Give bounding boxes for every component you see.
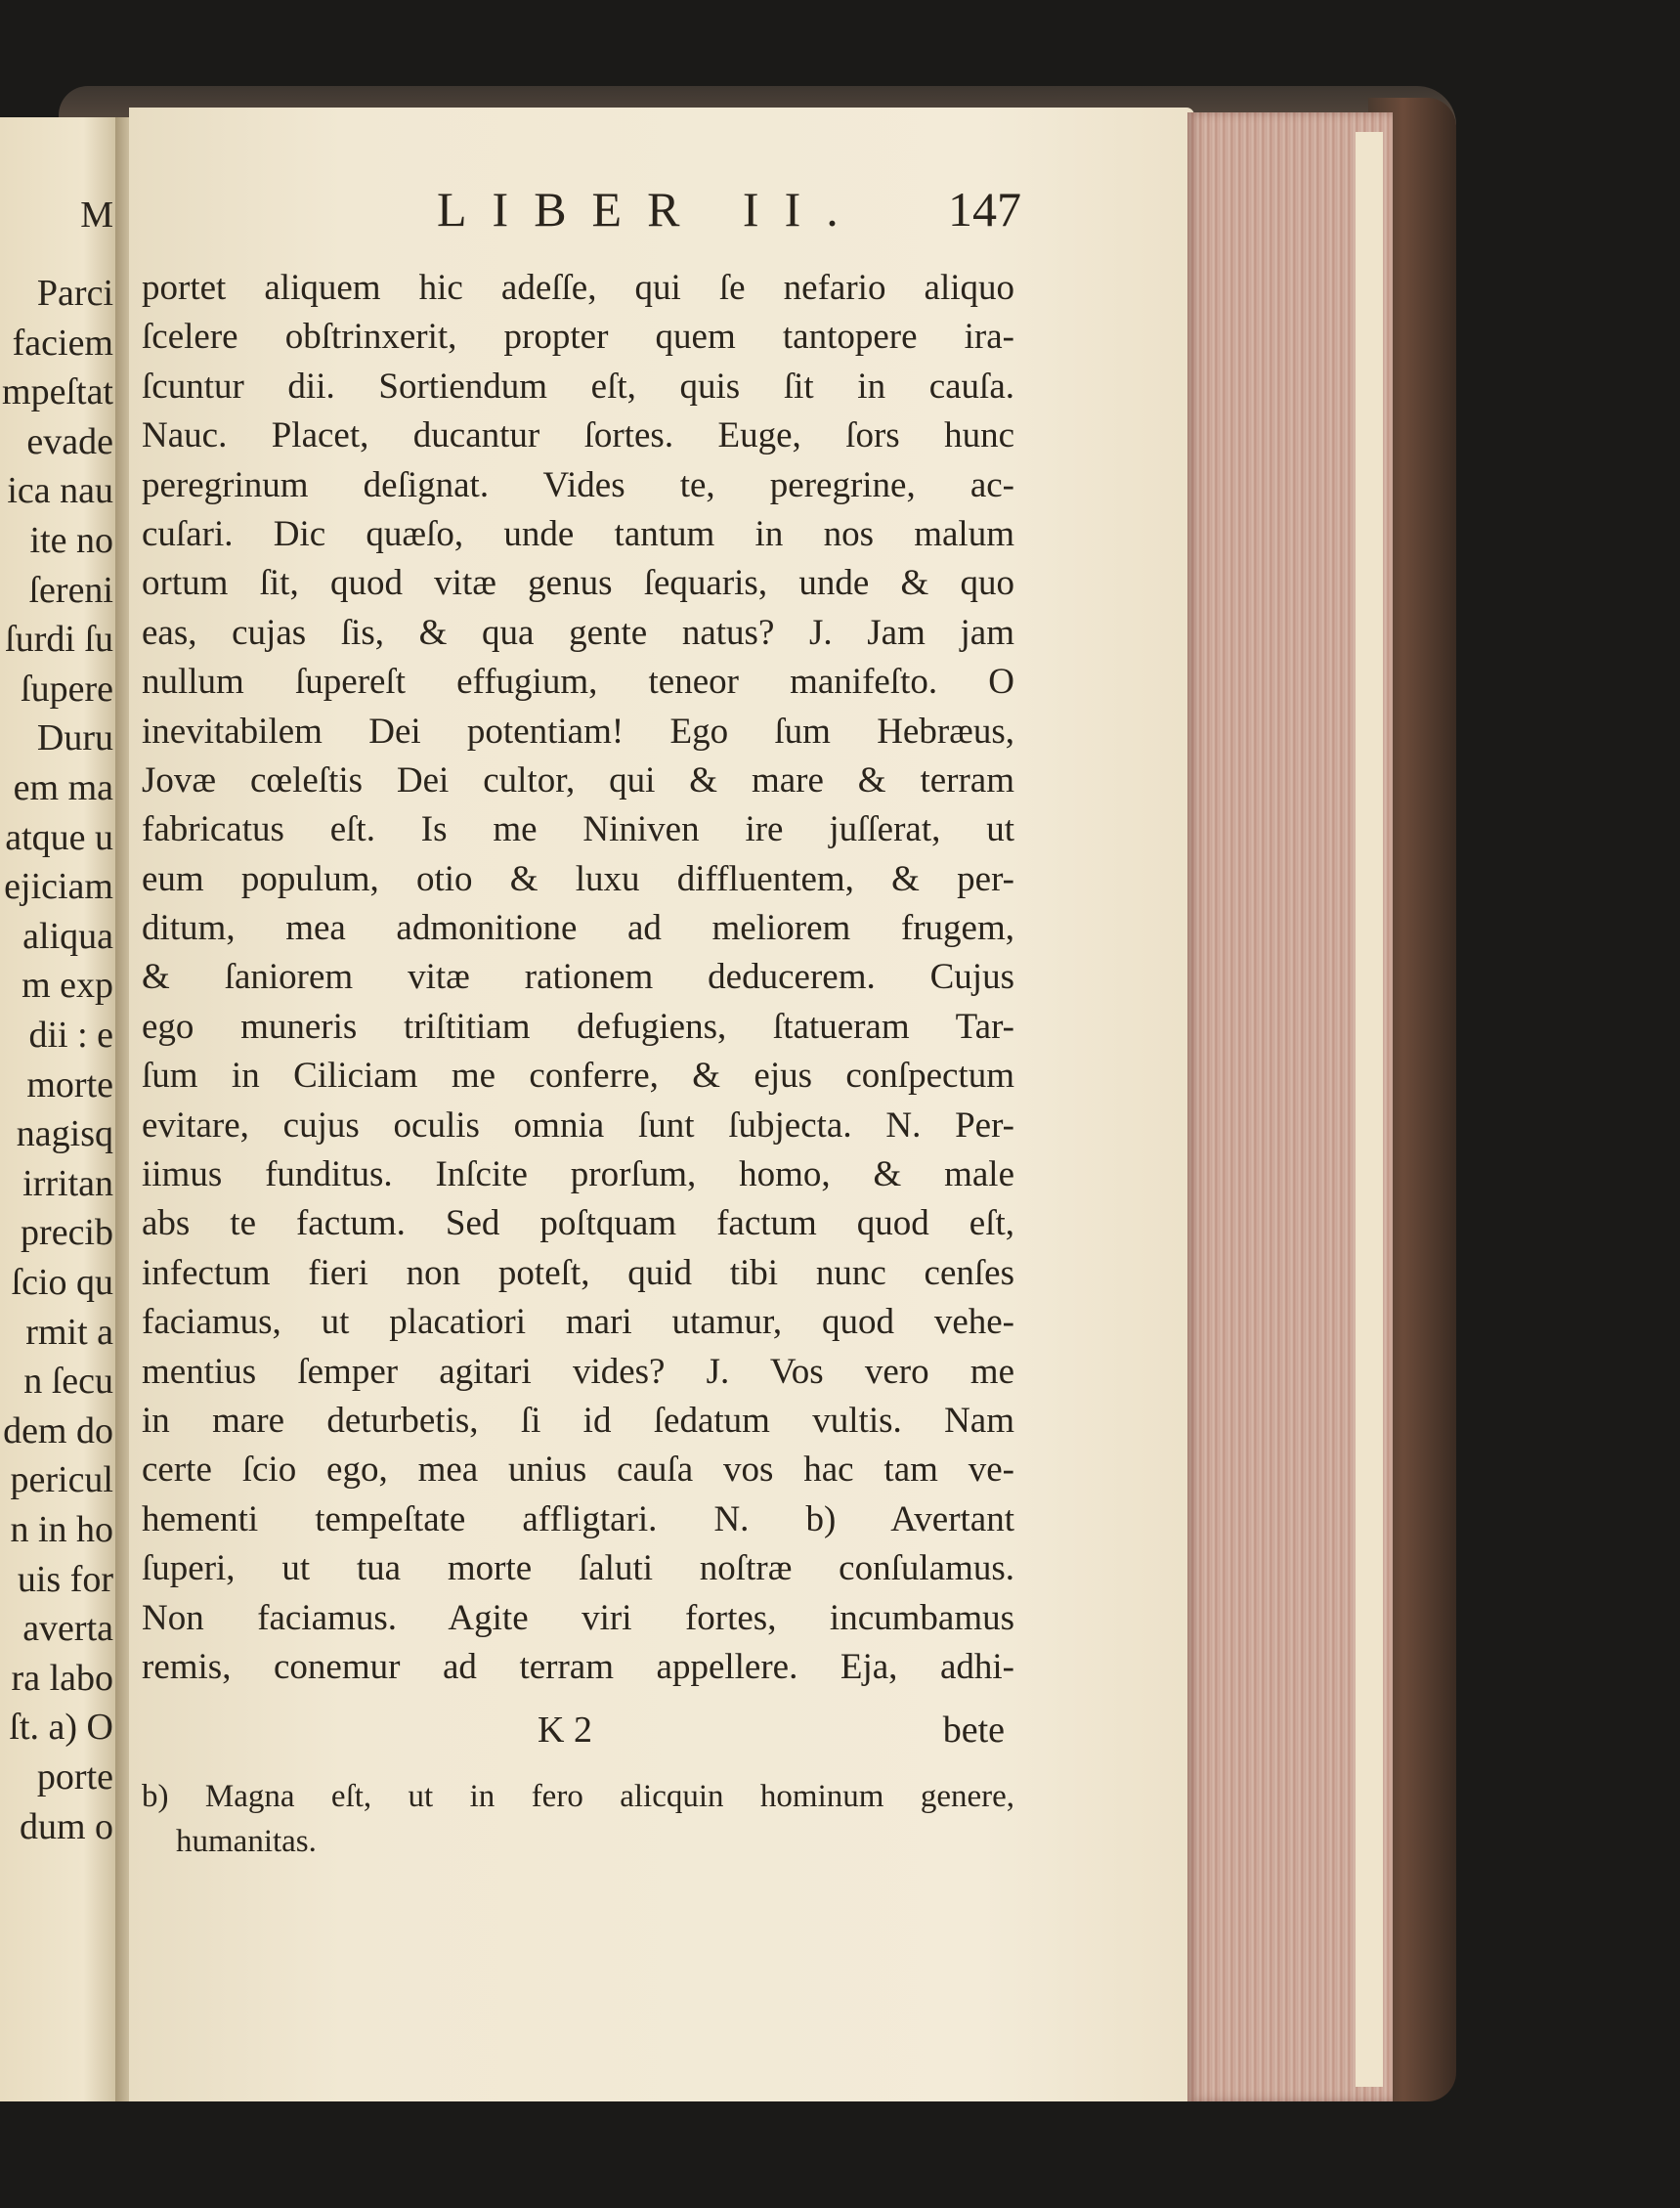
text-line: ſum in Ciliciam me conferre, & ejus conſpectum [142,1056,1014,1097]
text-line: ego muneris triſtitiam defugiens, ſtatueram Tar- [142,1006,1014,1047]
text-line: cuſari. Dic quæſo, unde tantum in nos malum [142,513,1014,554]
text-line: nullum ſupereſt effugium, teneor manifeſto. O [142,662,1014,703]
text-line: ditum, mea admonitione ad meliorem frugem, [142,908,1014,949]
text-line: mentius ſemper agitari vides? J. Vos vero me [142,1351,1014,1392]
left-page-line-fragment: aliqua [22,915,113,957]
left-page-line-fragment: n ſecu [23,1361,113,1403]
text-line: ſcelere obſtrinxerit, propter quem tantopere ira- [142,317,1014,358]
text-line: Non faciamus. Agite viri fortes, incumbamus [142,1597,1014,1638]
text-line: peregrinum deſignat. Vides te, peregrine, ac- [142,464,1014,505]
signature-row [142,1709,1014,1757]
left-page-line-fragment: em ma [13,767,113,808]
text-line: portet aliquem hic adeſſe, qui ſe nefario aliquo [142,268,1014,308]
left-page-line-fragment: uis for [17,1558,113,1600]
left-page-line-fragment: ra labo [11,1657,113,1699]
running-head [129,181,1194,239]
text-line: hementi tempeſtate affligtari. N. b) Avertant [142,1498,1014,1539]
page-number: 147 [948,182,1021,237]
text-line: evitare, cujus oculis omnia ſunt ſubjecta. N. Per- [142,1104,1014,1146]
left-page-line-fragment: averta [22,1608,113,1650]
left-page-line-fragment: morte [26,1063,113,1105]
text-line: eum populum, otio & luxu diffluentem, & per- [142,858,1014,899]
catchword: bete [942,1710,1005,1751]
left-page-line-fragment: atque u [5,816,113,858]
text-line: iimus funditus. Inſcite prorſum, homo, & male [142,1154,1014,1195]
left-page-line-fragment: ſereni [28,569,113,611]
text-line: faciamus, ut placatiori mari utamur, quod vehe- [142,1302,1014,1343]
text-line: certe ſcio ego, mea unius cauſa vos hac tam ve- [142,1450,1014,1491]
left-page-header-fragment: M [80,195,113,236]
left-page-line-fragment: porte [36,1756,113,1797]
text-line: Jovæ cœleſtis Dei cultor, qui & mare & terram [142,759,1014,801]
text-line: fabricatus eſt. Is me Niniven ire juſſerat, ut [142,809,1014,850]
left-page-line-fragment: dem do [3,1409,113,1451]
left-page-line-fragment: ica nau [7,470,113,512]
left-page-line-fragment: precib [21,1212,113,1254]
text-line: in mare deturbetis, ſi id ſedatum vultis. Nam [142,1400,1014,1441]
body-text [142,264,1014,1692]
text-line: & ſaniorem vitæ rationem deducerem. Cujus [142,957,1014,998]
left-page-line-fragment: n in ho [10,1509,113,1550]
signature-mark: K 2 [538,1710,592,1751]
left-page-line-fragment: Duru [36,717,113,759]
text-line: ſcuntur dii. Sortiendum eſt, quis ſit in cauſa. [142,366,1014,407]
footnote [142,1774,1014,1864]
left-page-line-fragment: ſupere [21,668,113,710]
left-page [0,117,119,2101]
text-line: ſuperi, ut tua morte ſaluti noſtræ conſulamus. [142,1548,1014,1589]
left-page-line-fragment: ejiciam [4,866,113,908]
footnote-line: humanitas. [176,1824,317,1859]
left-page-line-fragment: m exp [22,965,113,1007]
endpaper-strip [1356,132,1383,2087]
left-page-line-fragment: irritan [22,1162,113,1204]
text-line: eas, cujas ſis, & qua gente natus? J. Jam jam [142,612,1014,653]
left-page-line-fragment: pericul [10,1459,113,1501]
left-page-line-fragment: Parci [36,273,113,314]
left-page-line-fragment: ſurdi ſu [5,619,113,661]
left-page-line-fragment: dii : e [28,1015,113,1056]
left-page-line-fragment: evade [26,420,113,462]
left-page-line-fragment: ſcio qu [11,1262,113,1303]
left-page-line-fragment: ſt. a) O [9,1707,113,1749]
text-line: infectum fieri non poteſt, quid tibi nunc cenſes [142,1252,1014,1293]
running-title: LIBER II. [437,182,864,237]
left-page-line-fragment: mpeſtat [2,371,113,413]
page-edges [1187,112,1393,2101]
text-line: inevitabilem Dei potentiam! Ego ſum Hebræus, [142,711,1014,752]
left-page-line-fragment: rmit a [25,1311,113,1353]
left-page-line-fragment: dum o [19,1805,113,1847]
left-page-line-fragment: nagisq [16,1113,113,1155]
text-line: ortum ſit, quod vitæ genus ſequaris, unde & quo [142,563,1014,604]
text-line: abs te factum. Sed poſtquam factum quod eſt, [142,1203,1014,1244]
footnote-line: b) Magna eſt, ut in fero alicquin hominum genere, [142,1779,1014,1814]
left-page-line-fragment: ite no [29,520,113,561]
text-line: remis, conemur ad terram appellere. Eja, adhi- [142,1646,1014,1687]
left-page-line-fragment: faciem [12,322,113,364]
text-line: Nauc. Placet, ducantur ſortes. Euge, ſors hunc [142,415,1014,456]
